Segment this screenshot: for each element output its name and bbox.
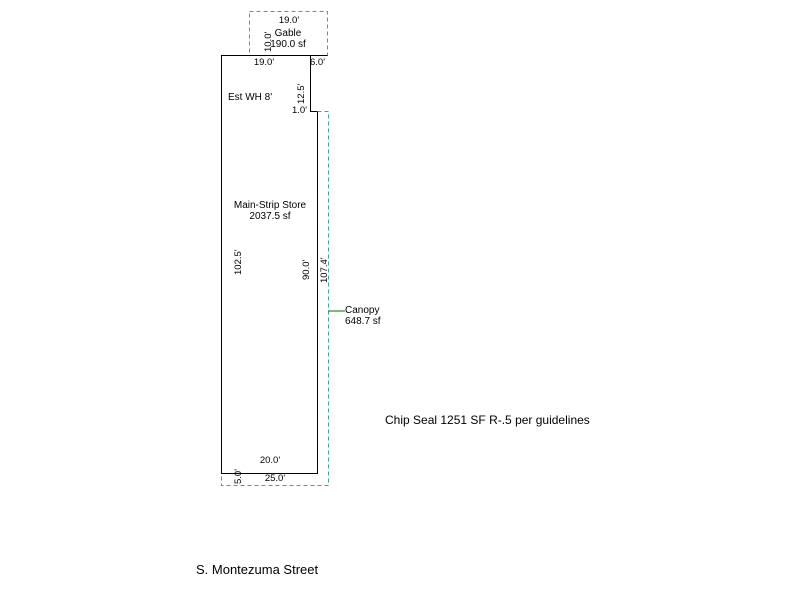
canopy-dashed-outline [222,112,329,486]
main-store-area-label [222,200,318,222]
canopy-bottom-left-height-label: 5.0' [233,468,244,484]
main-store-area-sf: 2037.5 sf [249,211,291,222]
canopy-area-label [345,305,381,327]
gable-area-name: Gable [274,28,302,39]
store-width-top-label: 19.0' [253,57,275,68]
street-label: S. Montezuma Street [196,562,319,577]
canopy-right-height-label: 107.4' [319,257,330,283]
canopy-area-sf: 648.7 sf [345,316,381,327]
store-left-height-label: 102.5' [233,249,244,275]
gable-width-top-label: 19.0' [278,15,300,26]
store-notch-drop-label: 12.5' [296,83,307,104]
main-store-area-name: Main-Strip Store [233,200,307,211]
canopy-area-name: Canopy [345,305,380,316]
chip-seal-note: Chip Seal 1251 SF R-.5 per guidelines [385,413,590,427]
gable-area-label [248,28,328,50]
store-notch-right-label: 6.0' [310,57,326,68]
gable-height-left-label: 10.0' [263,31,274,52]
store-notch-in-label: 1.0' [292,105,308,116]
wall-height-note-label: Est WH 8' [228,92,273,103]
store-width-bottom-label: 20.0' [259,455,281,466]
canopy-width-bottom-label: 25.0' [264,473,286,484]
store-right-height-label: 90.0' [301,259,312,280]
gable-area-sf: 190.0 sf [270,39,306,50]
